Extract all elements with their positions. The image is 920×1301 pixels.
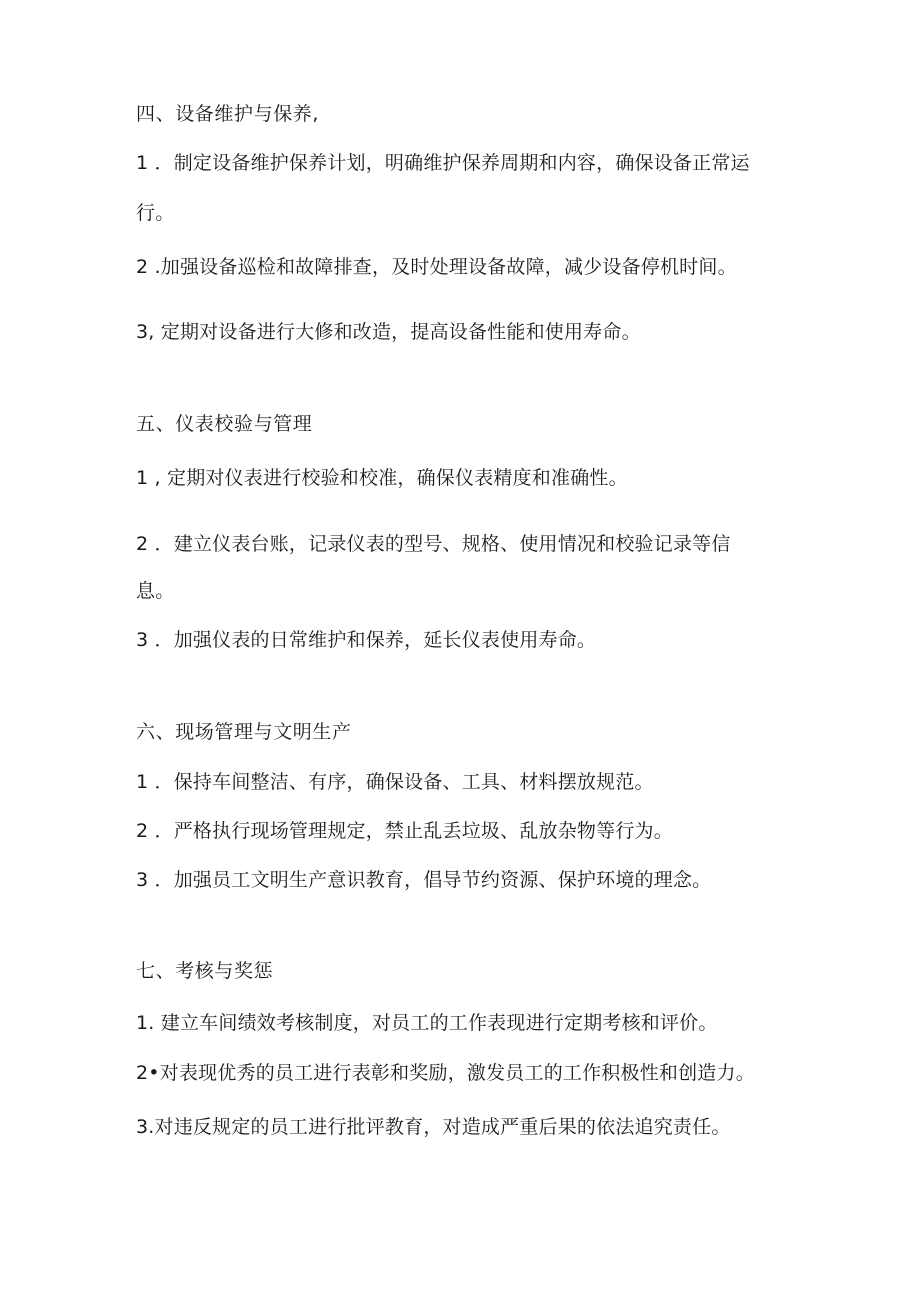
list-item: 1 , 定期对仪表进行校验和校准，确保仪表精度和准确性。 (136, 467, 628, 489)
list-item: 1 ．保持车间整洁、有序，确保设备、工具、材料摆放规范。 (136, 771, 654, 793)
section-heading: 五、仪表校验与管理 (136, 413, 313, 435)
list-item: 3.对违反规定的员工进行批评教育，对造成严重后果的依法追究责任。 (136, 1116, 731, 1138)
list-item: 3 ．加强仪表的日常维护和保养，延长仪表使用寿命。 (136, 629, 597, 651)
list-item-continuation: 行。 (136, 202, 175, 224)
list-item: 2•对表现优秀的员工进行表彰和奖励，激发员工的工作积极性和创造力。 (136, 1062, 755, 1084)
section-heading: 四、设备维护与保养, (136, 103, 320, 125)
section-heading: 七、考核与奖惩 (136, 960, 274, 982)
list-item: 1. 建立车间绩效考核制度，对员工的工作表现进行定期考核和评价。 (136, 1012, 718, 1034)
section-heading: 六、现场管理与文明生产 (136, 721, 352, 743)
list-item: 2 ．建立仪表台账，记录仪表的型号、规格、使用情况和校验记录等信 (136, 533, 731, 555)
list-item: 2 .加强设备巡检和故障排查，及时处理设备故障，减少设备停机时间。 (136, 256, 737, 278)
list-item: 3 ．加强员工文明生产意识教育，倡导节约资源、保护环境的理念。 (136, 869, 712, 891)
list-item: 1 ．制定设备维护保养计划，明确维护保养周期和内容，确保设备正常运 (136, 152, 750, 174)
list-item: 2 ．严格执行现场管理规定，禁止乱丢垃圾、乱放杂物等行为。 (136, 820, 673, 842)
list-item-continuation: 息。 (136, 580, 175, 602)
list-item: 3, 定期对设备进行大修和改造，提高设备性能和使用寿命。 (136, 321, 641, 343)
